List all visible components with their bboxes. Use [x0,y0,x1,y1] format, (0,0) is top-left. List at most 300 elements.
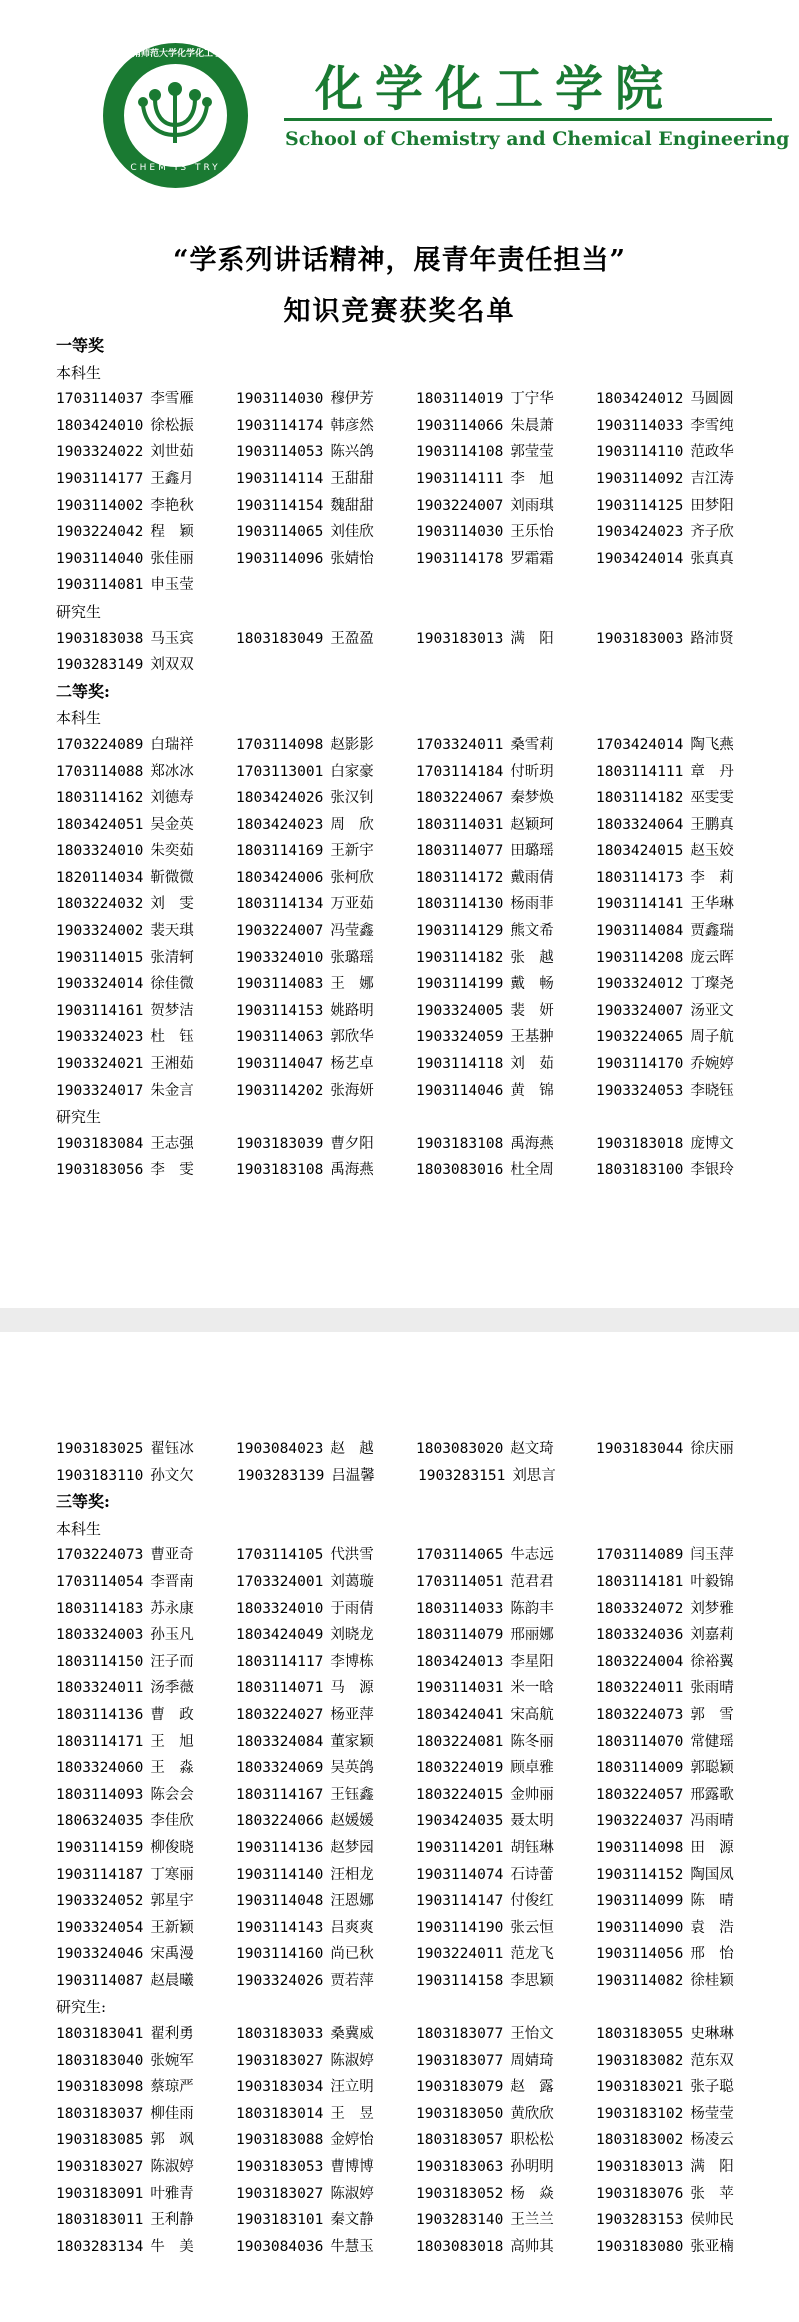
student-id: 1803224011 [596,1680,684,1697]
student-id: 1803324036 [596,1627,684,1644]
winner-entry [596,1941,776,1968]
student-name: 朱金言 [150,1082,194,1099]
student-id: 1903114084 [596,923,684,940]
student-id: 1903183025 [56,1441,144,1457]
winner-entry [56,891,236,918]
student-id: 1703114088 [56,763,144,780]
winner-entry [416,1131,596,1158]
winner-entry [416,2048,596,2075]
winner-entry [236,2207,416,2234]
student-id: 1803183040 [56,2052,144,2069]
winner-entry [237,1463,418,1490]
winner-row [56,493,776,520]
student-id: 1803424049 [236,1627,324,1644]
student-name: 于雨倩 [330,1600,374,1617]
student-id: 1903224007 [236,923,324,940]
student-name: 李 旭 [510,470,554,487]
student-name: 宋禹漫 [150,1946,194,1963]
student-name: 杨雨菲 [510,896,554,913]
student-id: 1903183050 [416,2105,504,2122]
student-id: 1803114117 [236,1653,324,1670]
winner-entry [56,1051,236,1078]
winner-entry [596,1569,776,1596]
winner-entry [236,2021,416,2048]
header-divider [284,118,772,121]
winner-entry [56,1131,236,1158]
student-name: 董家颖 [330,1733,374,1750]
student-name: 陈淑婷 [150,2159,194,2176]
winner-row [56,2021,776,2048]
student-id: 1803114162 [56,790,144,807]
winner-entry [56,519,236,546]
student-name: 范龙飞 [510,1946,554,1963]
winner-entry [236,1915,416,1942]
student-id: 1903324046 [56,1946,144,1963]
student-id: 1903114090 [596,1919,684,1936]
student-id: 1903224037 [596,1813,684,1830]
winner-row [56,626,776,653]
winner-entry [236,1941,416,1968]
winner-entry [596,759,776,786]
student-name: 王 旭 [150,1733,194,1750]
winner-entry [236,1157,416,1184]
student-id: 1903283149 [56,657,144,674]
winner-list-page-2 [56,1436,776,2260]
student-id: 1803224073 [596,1706,684,1723]
student-name: 金婷怡 [330,2132,374,2149]
student-name: 巫雯雯 [690,790,734,807]
winner-entry [596,546,776,573]
student-name: 刘思言 [512,1467,556,1484]
student-name: 陈 晴 [690,1893,734,1910]
student-name: 郭星宇 [150,1893,194,1910]
student-name: 赵晨曦 [150,1972,194,1989]
winner-row [56,1782,776,1809]
winner-entry [596,891,776,918]
winner-entry [596,2101,776,2128]
winner-entry [56,1782,236,1809]
student-name: 赵玉姣 [690,843,734,860]
student-id: 1903283139 [237,1467,325,1484]
student-id: 1903183038 [56,630,144,647]
winner-entry [416,1078,596,1105]
student-id: 1903114087 [56,1972,144,1989]
winner-entry [418,1463,599,1490]
student-name: 常健瑶 [690,1733,734,1750]
winner-entry [596,1131,776,1158]
student-name: 王 娜 [330,976,374,993]
student-name: 汪恩娜 [330,1893,374,1910]
student-name: 吕温馨 [331,1467,375,1484]
winner-entry [236,2127,416,2154]
student-id: 1803114136 [56,1706,144,1723]
student-id: 1903114083 [236,976,324,993]
winner-row [56,1649,776,1676]
winner-row [56,918,776,945]
student-id: 1703114054 [56,1573,144,1590]
student-name: 赵文琦 [510,1441,554,1457]
student-category-label: 本科生 [56,1519,102,1538]
winner-row [56,785,776,812]
winner-entry [596,971,776,998]
student-id: 1703114184 [416,763,504,780]
student-id: 1903183013 [416,630,504,647]
winner-entry [56,732,236,759]
winner-entry [236,519,416,546]
student-id: 1703114051 [416,1573,504,1590]
student-id: 1803114077 [416,843,504,860]
winner-entry [416,2127,596,2154]
student-name: 马 源 [330,1680,374,1697]
student-name: 戴 畅 [510,976,554,993]
winner-row [56,1157,776,1184]
winner-row [56,1968,776,1995]
student-id: 1803324010 [236,1600,324,1617]
student-id: 1903114136 [236,1839,324,1856]
student-name: 冯雨晴 [690,1813,734,1830]
student-name: 付俊红 [510,1893,554,1910]
winner-entry [596,1596,776,1623]
student-name: 周婧琦 [510,2052,554,2069]
winner-entry [236,2074,416,2101]
winner-entry [56,2207,236,2234]
winner-entry [56,1835,236,1862]
document-page-2 [0,1332,799,2322]
logo-ring-text: 河南师范大学化学化工学院 [123,49,232,59]
student-id: 1803324072 [596,1600,684,1617]
student-name: 叶毅锦 [690,1573,734,1590]
winner-entry [56,466,236,493]
student-id: 1903183091 [56,2185,144,2202]
student-name: 袁 浩 [690,1919,734,1936]
winner-entry [596,812,776,839]
student-name: 陶飞燕 [690,736,734,753]
winner-entry [56,945,236,972]
student-name: 张云恒 [510,1919,554,1936]
student-name: 张亚楠 [690,2238,734,2255]
student-id: 1703324001 [236,1573,324,1590]
winner-entry [56,439,236,466]
winner-entry [56,1941,236,1968]
winner-entry [596,1622,776,1649]
winner-entry [416,945,596,972]
winner-entry [596,519,776,546]
winner-entry [56,1915,236,1942]
winner-entry [416,838,596,865]
student-id: 1803114070 [596,1733,684,1750]
winner-row [56,1675,776,1702]
student-id: 1803224057 [596,1786,684,1803]
winner-entry [236,785,416,812]
student-id: 1903183039 [236,1135,324,1152]
winner-entry [596,1157,776,1184]
student-name: 徐松振 [150,417,194,434]
winner-entry [416,2021,596,2048]
student-id: 1903324007 [596,1002,684,1019]
student-name: 侯帅民 [690,2212,734,2229]
student-name: 张 越 [510,949,554,966]
student-id: 1803324064 [596,816,684,833]
winner-entry [236,1755,416,1782]
winner-entry [416,1622,596,1649]
student-name: 邢丽娜 [510,1627,554,1644]
student-id: 1803183041 [56,2026,144,2043]
student-name: 赵颖珂 [510,816,554,833]
student-name: 李雪雁 [150,391,194,408]
winner-row [56,971,776,998]
student-id: 1903114143 [236,1919,324,1936]
student-id: 1703114105 [236,1547,324,1564]
student-name: 苏永康 [150,1600,194,1617]
student-name: 李博栋 [330,1653,374,1670]
student-id: 1903183044 [596,1441,684,1457]
winner-list-page-1 [56,333,776,1184]
winner-entry [56,1649,236,1676]
student-id: 1803114009 [596,1760,684,1777]
winner-row [56,439,776,466]
student-name: 王利静 [150,2212,194,2229]
winner-entry [416,386,596,413]
winner-entry [416,759,596,786]
student-name: 王 昱 [330,2105,374,2122]
student-id: 1803114150 [56,1653,144,1670]
student-name: 田璐瑶 [510,843,554,860]
student-name: 杨亚萍 [330,1706,374,1723]
winner-entry [416,466,596,493]
student-id: 1803224019 [416,1760,504,1777]
winner-entry [416,2101,596,2128]
student-name: 朱奕茹 [150,843,194,860]
page-separator [0,1308,799,1332]
student-id: 1803114019 [416,391,504,408]
student-id: 1903114153 [236,1002,324,1019]
winner-entry [236,1131,416,1158]
student-id: 1803224032 [56,896,144,913]
student-id: 1903114046 [416,1082,504,1099]
student-id: 1903114201 [416,1839,504,1856]
student-id: 1803114171 [56,1733,144,1750]
student-id: 1820114034 [56,869,144,886]
student-id: 1903183108 [236,1162,324,1179]
student-name: 范政华 [690,444,734,461]
student-name: 赵梦园 [330,1839,374,1856]
winner-entry [236,2234,416,2261]
student-name: 牛 美 [150,2238,194,2255]
student-id: 1803324084 [236,1733,324,1750]
winner-entry [236,1622,416,1649]
student-name: 王新颖 [150,1919,194,1936]
student-id: 1903183098 [56,2079,144,2096]
winner-entry [596,439,776,466]
student-id: 1903114030 [236,391,324,408]
student-id: 1903183088 [236,2132,324,2149]
winner-row [56,2101,776,2128]
student-name: 刘梦雅 [690,1600,734,1617]
winner-entry [596,2074,776,2101]
student-id: 1803114167 [236,1786,324,1803]
winner-row [56,652,776,679]
winner-entry [416,546,596,573]
student-id: 1903183027 [56,2159,144,2176]
student-name: 靳微微 [150,869,194,886]
student-name: 赵 越 [330,1441,374,1457]
student-name: 万亚茹 [330,896,374,913]
winner-row [56,1596,776,1623]
student-name: 贺梦洁 [150,1002,194,1019]
winner-entry [236,1675,416,1702]
student-name: 张佳丽 [150,550,194,567]
winner-entry [236,439,416,466]
student-name: 张雨晴 [690,1680,734,1697]
student-id: 1903183053 [236,2159,324,2176]
student-id: 1903183101 [236,2212,324,2229]
student-id: 1803183077 [416,2026,504,2043]
student-id: 1803114031 [416,816,504,833]
winner-entry [416,1702,596,1729]
winner-entry [416,519,596,546]
winner-row [56,1463,776,1490]
student-id: 1703114065 [416,1547,504,1564]
student-name: 汪立明 [330,2079,374,2096]
winner-entry [236,1078,416,1105]
student-id: 1903114063 [236,1029,324,1046]
student-id: 1903114047 [236,1056,324,1073]
student-name: 穆伊芳 [330,391,374,408]
student-name: 申玉莹 [150,577,194,594]
student-id: 1803114172 [416,869,504,886]
student-id: 1903114154 [236,497,324,514]
student-name: 尚已秋 [330,1946,374,1963]
winner-entry [236,386,416,413]
student-name: 刘雨琪 [510,497,554,514]
student-name: 顾卓雅 [510,1760,554,1777]
winner-row [56,865,776,892]
winner-entry [416,2207,596,2234]
student-name: 齐子欣 [690,524,734,541]
student-name: 张清轲 [150,949,194,966]
student-id: 1903114108 [416,444,504,461]
winner-entry [416,1596,596,1623]
student-name: 郭欣华 [330,1029,374,1046]
winner-entry [56,1569,236,1596]
winner-entry [56,652,237,679]
student-name: 满 阳 [690,2159,734,2176]
winner-entry [596,1078,776,1105]
winner-entry [56,2181,236,2208]
student-id: 1903114081 [56,577,144,594]
document-title: “学系列讲话精神，展青年责任担当” [172,245,627,276]
winner-entry [56,971,236,998]
student-name: 代洪雪 [330,1547,374,1564]
student-name: 吕爽爽 [330,1919,374,1936]
student-id: 1803114134 [236,896,324,913]
student-name: 张柯欣 [330,869,374,886]
student-name: 王基翀 [510,1029,554,1046]
student-name: 贾鑫瑞 [690,923,734,940]
student-id: 1903114161 [56,1002,144,1019]
winner-row [56,1729,776,1756]
student-id: 1803183055 [596,2026,684,2043]
winner-entry [236,2048,416,2075]
winner-entry [56,2154,236,2181]
student-id: 1803224004 [596,1653,684,1670]
student-id: 1903114040 [56,550,144,567]
winner-row [56,519,776,546]
student-category-label: 研究生 [56,602,102,621]
student-name: 张真真 [690,550,734,567]
winner-entry [596,865,776,892]
student-id: 1903114118 [416,1056,504,1073]
student-id: 1903114030 [416,524,504,541]
student-id: 1903424014 [596,550,684,567]
student-id: 1903114033 [596,417,684,434]
student-id: 1903183082 [596,2052,684,2069]
student-name: 邢露歌 [690,1786,734,1803]
student-name: 王新宇 [330,843,374,860]
student-id: 1903114015 [56,949,144,966]
winner-entry [596,2048,776,2075]
student-id: 1703114037 [56,391,144,408]
student-name: 禹海燕 [510,1135,554,1152]
student-name: 吴英鸽 [330,1760,374,1777]
winner-entry [236,759,416,786]
student-name: 丁宁华 [510,391,554,408]
winner-entry [236,1808,416,1835]
student-name: 杜 钰 [150,1029,194,1046]
winner-entry [236,732,416,759]
student-id: 1903114082 [596,1972,684,1989]
student-id: 1903114092 [596,470,684,487]
winner-entry [56,413,236,440]
student-name: 曹博博 [330,2159,374,2176]
winner-entry [236,546,416,573]
student-id: 1903183021 [596,2079,684,2096]
student-id: 1703224073 [56,1547,144,1564]
student-name: 杨 焱 [510,2185,554,2202]
winner-row [56,759,776,786]
winner-entry [56,1702,236,1729]
student-id: 1903324014 [56,976,144,993]
winner-entry [56,386,236,413]
student-name: 郭 雪 [690,1706,734,1723]
student-id: 1903283151 [418,1467,506,1484]
student-category-label: 本科生 [56,363,102,382]
student-name: 陈淑婷 [330,2052,374,2069]
winner-entry [236,1542,416,1569]
winner-entry [596,2181,776,2208]
student-name: 米一晗 [510,1680,554,1697]
student-id: 1803114181 [596,1573,684,1590]
student-id: 1903114129 [416,923,504,940]
student-id: 1903324053 [596,1082,684,1099]
student-id: 1903183056 [56,1162,144,1179]
student-name: 王鑫月 [150,470,194,487]
student-name: 李 雯 [150,1162,194,1179]
student-id: 1903424035 [416,1813,504,1830]
student-name: 李星阳 [510,1653,554,1670]
student-name: 戴雨倩 [510,869,554,886]
student-name: 闫玉萍 [690,1547,734,1564]
winner-row [56,2207,776,2234]
student-name: 张海妍 [330,1082,374,1099]
student-id: 1903324012 [596,976,684,993]
student-id: 1903324005 [416,1002,504,1019]
student-id: 1803114111 [596,763,684,780]
student-id: 1803424041 [416,1706,504,1723]
student-id: 1903084023 [236,1441,324,1457]
student-name: 乔婉婷 [690,1056,734,1073]
winner-entry [596,493,776,520]
